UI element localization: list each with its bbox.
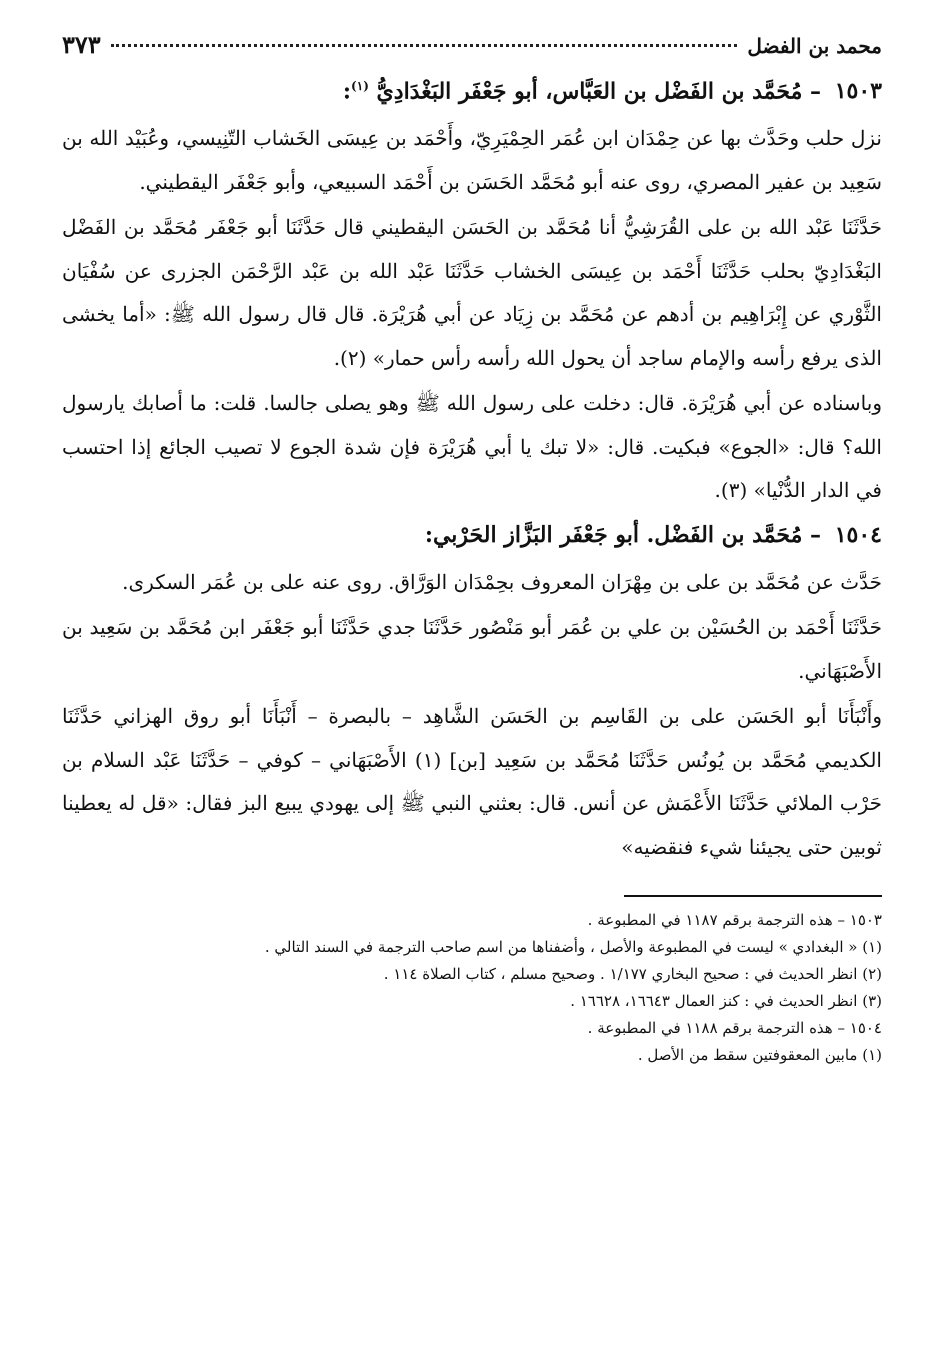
- entry-number: ١٥٠٤: [834, 521, 882, 548]
- footnote-separator: [624, 895, 882, 897]
- entry-1503-para-1: نزل حلب وحَدَّث بها عن حِمْدَان ابن عُمَر الحِمْيَرِيّ، وأَحْمَد بن عِيسَى الخَشاب التّنِيسي، وعُبَيْد الله بن سَعِيد بن عفير المصري، روى عنه أبو مُحَمَّد الحَسَن بن أَحْمَد السبيعي، وأبو جَعْفَر اليقطيني.: [62, 126, 882, 194]
- footnote-line: (٢) انظر الحديث في : صحيح البخاري ١/١٧٧ . وصحيح مسلم ، كتاب الصلاة ١١٤ .: [383, 965, 882, 984]
- footnote-line: (٣) انظر الحديث في : كنز العمال ١٦٦٤٣، ١٦٦٢٨ .: [570, 992, 882, 1011]
- page-number: ٣٧٣: [62, 30, 101, 59]
- entry-number: ١٥٠٣: [834, 78, 882, 105]
- footnote-line: ١٥٠٤ – هذه الترجمة برقم ١١٨٨ في المطبوعة .: [587, 1019, 882, 1038]
- entry-1504-para-1: حَدَّث عن مُحَمَّد بن على بن مِهْرَان المعروف بحِمْدَان الوَرَّاق. روى عنه على بن عُمَر السكرى.: [122, 569, 882, 594]
- footnote-line: (١) مابين المعقوفتين سقط من الأصل .: [637, 1046, 882, 1065]
- footnote-line: ١٥٠٣ – هذه الترجمة برقم ١١٨٧ في المطبوعة .: [587, 911, 882, 930]
- entry-1504-para-2: حَدَّثَنَا أَحْمَد بن الحُسَيْن بن علي بن عُمَر أبو مَنْصُور حَدَّثَنَا جدي حَدَّثَنَا أبو جَعْفَر ابن مُحَمَّد بن سَعِيد بن الأَصْبَهَاني.: [62, 615, 882, 683]
- entry-title-text: – مُحَمَّد بن الفَضْل بن العَبَّاس، أبو جَعْفَر البَغْدَادِيُّ: [376, 78, 822, 105]
- entry-1503-heading: [62, 66, 882, 111]
- running-title: محمد بن الفضل: [747, 34, 882, 58]
- title-colon: :: [342, 78, 352, 105]
- entry-1503-para-2: حَدَّثَنَا عَبْد الله بن على القُرَشِيُّ أنا مُحَمَّد بن الحَسَن اليقطيني قال حَدَّثَنَا أبو جَعْفَر مُحَمَّد بن الفَضْل البَغْدَادِيّ بحلب حَدَّثَنَا أَحْمَد بن عِيسَى الخشاب حَدَّثَنَا عَبْد الله بن عَبْد الرَّحْمَن الجزرى عن سُفْيَان الثَّوْري عن إِبْرَاهِيم بن أدهم عن مُحَمَّد بن زِيَاد عن أبي هُرَيْرَة. قال قال رسول الله ﷺ: «أما يخشى الذى يرفع رأسه والإمام ساجد أن يحول الله رأسه رأس حمار» (٢).: [62, 215, 882, 370]
- entry-1503-para-3: وباسناده عن أبي هُرَيْرَة. قال: دخلت على رسول الله ﷺ وهو يصلى جالسا. قلت: ما أصابك يارسول الله؟ قال: «الجوع» فبكيت. قال: «لا تبك يا أبي هُرَيْرَة فإن شدة الجوع لا تصيب الجائع إذا احتسب في الدار الدُّنْيا» (٣).: [62, 391, 882, 503]
- running-header: [62, 30, 882, 64]
- footnote-line: (١) « البغدادي » ليست في المطبوعة والأصل ، وأضفناها من اسم صاحب الترجمة في السند التالي .: [264, 938, 882, 957]
- entry-1504-para-3: وأَنْبَأَنَا أبو الحَسَن على بن القَاسِم بن الحَسَن الشَّاهِد – بالبصرة – أَنْبَأَنَا أبو روق الهزاني حَدَّثَنَا الكديمي مُحَمَّد بن يُونُس حَدَّثَنَا مُحَمَّد بن سَعِيد [بن] (١) الأَصْبَهَاني – كوفي – حَدَّثَنَا عَبْد السلام بن حَرْب الملائي حَدَّثَنَا الأَعْمَش عن أنس. قال: بعثني النبي ﷺ إلى يهودي يبيع البز فقال: «قل له يعطينا ثوبين حتى يجيئنا شيء فنقضيه»: [62, 704, 882, 859]
- entry-1504-heading: [62, 515, 882, 555]
- footnotes: [62, 907, 882, 1069]
- footnote-marker: (١): [351, 79, 369, 93]
- entry-title-text: – مُحَمَّد بن الفَضْل. أبو جَعْفَر البَزَّاز الحَرْبي:: [424, 521, 822, 548]
- leader-dots: [111, 44, 738, 47]
